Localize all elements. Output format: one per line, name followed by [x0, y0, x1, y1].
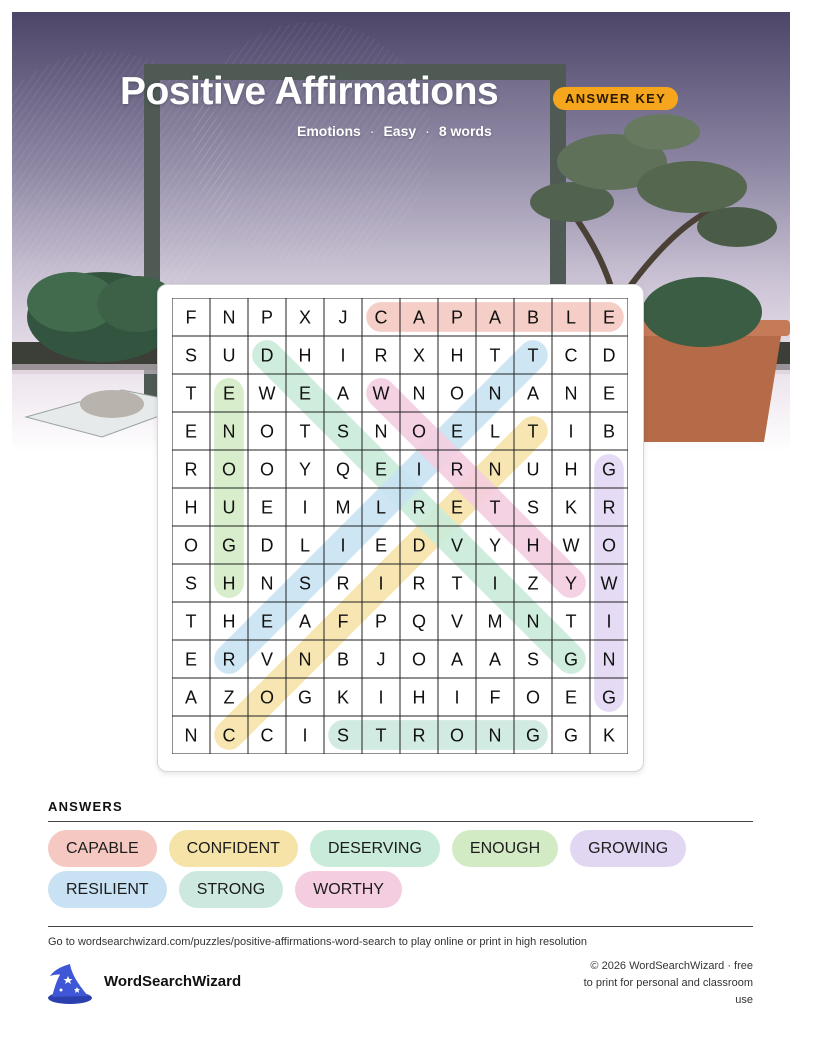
answer-chip-resilient: RESILIENT: [48, 871, 167, 908]
grid-letter[interactable]: Z: [527, 573, 539, 594]
grid-letter[interactable]: A: [488, 649, 502, 670]
grid-letter[interactable]: X: [412, 345, 426, 366]
grid-letter[interactable]: A: [526, 383, 540, 404]
grid-letter[interactable]: R: [184, 459, 198, 480]
grid-letter[interactable]: I: [568, 421, 574, 442]
answer-key-badge: ANSWER KEY: [553, 87, 678, 110]
grid-letter[interactable]: T: [489, 497, 501, 518]
grid-letter[interactable]: Q: [411, 611, 427, 632]
grid-letter[interactable]: E: [184, 421, 198, 442]
grid-letter[interactable]: A: [450, 649, 464, 670]
divider: [48, 926, 753, 927]
grid-letter[interactable]: I: [492, 573, 498, 594]
grid-letter[interactable]: V: [450, 535, 464, 556]
grid-letter[interactable]: N: [412, 383, 426, 404]
grid-letter[interactable]: E: [602, 307, 616, 328]
grid-letter[interactable]: L: [299, 535, 311, 556]
grid-letter[interactable]: H: [412, 687, 426, 708]
grid-letter[interactable]: P: [374, 611, 388, 632]
grid-letter[interactable]: Z: [223, 687, 235, 708]
brand-name[interactable]: WordSearchWizard: [104, 973, 242, 990]
grid-letter[interactable]: Q: [335, 459, 351, 480]
grid-letter[interactable]: P: [260, 307, 274, 328]
grid-letter[interactable]: L: [489, 421, 501, 442]
grid-letter[interactable]: E: [450, 421, 464, 442]
wizard-hat-icon: [46, 962, 94, 1011]
grid-letter[interactable]: B: [336, 649, 350, 670]
grid-letter[interactable]: V: [450, 611, 464, 632]
grid-letter[interactable]: K: [336, 687, 350, 708]
grid-letter[interactable]: W: [258, 383, 276, 404]
grid-letter[interactable]: T: [527, 345, 539, 366]
puzzle-meta: [297, 123, 492, 139]
grid-canvas: [172, 298, 628, 754]
grid-letter[interactable]: O: [221, 459, 237, 480]
grid-letter[interactable]: D: [260, 345, 274, 366]
grid-letter[interactable]: E: [374, 459, 388, 480]
grid-letter[interactable]: R: [336, 573, 350, 594]
grid-letter[interactable]: F: [185, 307, 197, 328]
grid-letter[interactable]: O: [411, 421, 427, 442]
grid-letter[interactable]: O: [183, 535, 199, 556]
grid-letter[interactable]: Y: [298, 459, 312, 480]
meta-separator: ·: [425, 123, 430, 139]
grid-letter[interactable]: N: [564, 383, 578, 404]
grid-letter[interactable]: C: [564, 345, 578, 366]
answer-chip-capable: CAPABLE: [48, 830, 157, 867]
grid-letter[interactable]: S: [526, 649, 540, 670]
grid-letter[interactable]: T: [489, 345, 501, 366]
grid-letter[interactable]: H: [450, 345, 464, 366]
grid-letter[interactable]: S: [184, 573, 198, 594]
grid-letter[interactable]: T: [185, 611, 197, 632]
grid-letter[interactable]: N: [526, 611, 540, 632]
grid-letter[interactable]: S: [336, 421, 350, 442]
grid-letter[interactable]: N: [222, 421, 236, 442]
grid-letter[interactable]: H: [184, 497, 198, 518]
grid-letter[interactable]: A: [184, 687, 198, 708]
grid-letter[interactable]: Y: [488, 535, 502, 556]
divider: [48, 821, 753, 822]
grid-letter[interactable]: N: [222, 307, 236, 328]
grid-letter[interactable]: R: [450, 459, 464, 480]
grid-letter[interactable]: A: [336, 383, 350, 404]
grid-letter[interactable]: G: [297, 687, 313, 708]
grid-letter[interactable]: K: [564, 497, 578, 518]
grid-letter[interactable]: T: [527, 421, 539, 442]
grid-letter[interactable]: E: [374, 535, 388, 556]
grid-letter[interactable]: J: [376, 649, 386, 670]
grid-letter[interactable]: E: [184, 649, 198, 670]
grid-letter[interactable]: O: [259, 421, 275, 442]
grid-letter[interactable]: I: [340, 345, 346, 366]
grid-letter[interactable]: C: [222, 725, 236, 746]
grid-letter[interactable]: I: [416, 459, 422, 480]
grid-letter[interactable]: A: [488, 307, 502, 328]
grid-letter[interactable]: N: [488, 725, 502, 746]
answer-chip-growing: GROWING: [570, 830, 686, 867]
grid-letter[interactable]: N: [488, 459, 502, 480]
grid-letter[interactable]: H: [222, 611, 236, 632]
grid-letter[interactable]: N: [488, 383, 502, 404]
grid-letter[interactable]: A: [412, 307, 426, 328]
answers-heading: ANSWERS: [48, 799, 123, 814]
grid-letter[interactable]: J: [338, 307, 348, 328]
grid-letter[interactable]: M: [335, 497, 351, 518]
grid-letter[interactable]: W: [372, 383, 390, 404]
grid-letter[interactable]: E: [298, 383, 312, 404]
grid-letter[interactable]: E: [260, 497, 274, 518]
grid-letter[interactable]: S: [184, 345, 198, 366]
grid-letter[interactable]: N: [602, 649, 616, 670]
answer-chip-enough: ENOUGH: [452, 830, 558, 867]
grid-letter[interactable]: U: [526, 459, 540, 480]
grid-letter[interactable]: W: [562, 535, 580, 556]
puzzle-grid: [172, 298, 628, 754]
grid-letter[interactable]: S: [526, 497, 540, 518]
answer-chip-strong: STRONG: [179, 871, 283, 908]
grid-letter[interactable]: O: [449, 383, 465, 404]
grid-letter[interactable]: E: [222, 383, 236, 404]
answer-chip-deserving: DESERVING: [310, 830, 440, 867]
grid-letter[interactable]: F: [489, 687, 501, 708]
grid-letter[interactable]: R: [412, 725, 426, 746]
grid-letter[interactable]: D: [412, 535, 426, 556]
grid-letter[interactable]: U: [222, 345, 236, 366]
grid-letter[interactable]: T: [451, 573, 463, 594]
grid-letter[interactable]: N: [298, 649, 312, 670]
grid-letter[interactable]: V: [260, 649, 274, 670]
grid-letter[interactable]: E: [602, 383, 616, 404]
grid-letter[interactable]: W: [600, 573, 618, 594]
grid-letter[interactable]: S: [298, 573, 312, 594]
grid-letter[interactable]: T: [375, 725, 387, 746]
grid-letter[interactable]: H: [222, 573, 236, 594]
grid-letter[interactable]: R: [602, 497, 616, 518]
grid-letter[interactable]: A: [298, 611, 312, 632]
grid-letter[interactable]: O: [259, 687, 275, 708]
grid-letter[interactable]: F: [337, 611, 349, 632]
grid-letter[interactable]: Y: [564, 573, 578, 594]
grid-letter[interactable]: I: [340, 535, 346, 556]
answer-list: [48, 830, 753, 908]
grid-letter[interactable]: D: [602, 345, 616, 366]
grid-letter[interactable]: I: [454, 687, 460, 708]
word-count-label: 8 words: [438, 123, 492, 139]
puzzle-title: Positive Affirmations: [120, 70, 499, 113]
grid-letter[interactable]: K: [602, 725, 616, 746]
grid-letter[interactable]: R: [222, 649, 236, 670]
footer-link[interactable]: Go to wordsearchwizard.com/puzzles/positive-affirmations-word-search to play online or print in high resolution: [48, 936, 588, 948]
grid-letter[interactable]: D: [260, 535, 274, 556]
grid-letter[interactable]: M: [487, 611, 503, 632]
copyright-text: © 2026 WordSearchWizard · free to print for personal and classroom use: [583, 960, 753, 1006]
grid-letter[interactable]: R: [412, 497, 426, 518]
grid-letter[interactable]: B: [602, 421, 616, 442]
grid-letter[interactable]: P: [450, 307, 464, 328]
grid-letter[interactable]: O: [259, 459, 275, 480]
grid-letter[interactable]: E: [260, 611, 274, 632]
grid-letter[interactable]: E: [564, 687, 578, 708]
grid-letter[interactable]: L: [375, 497, 387, 518]
category-label: Emotions: [297, 123, 361, 139]
grid-letter[interactable]: G: [601, 459, 617, 480]
grid-letter[interactable]: I: [302, 725, 308, 746]
grid-letter[interactable]: T: [299, 421, 311, 442]
grid-letter[interactable]: U: [222, 497, 236, 518]
grid-letter[interactable]: O: [601, 535, 617, 556]
grid-letter[interactable]: H: [564, 459, 578, 480]
grid-letter[interactable]: L: [565, 307, 577, 328]
grid-letter[interactable]: I: [378, 687, 384, 708]
grid-letter[interactable]: G: [563, 725, 579, 746]
grid-letter[interactable]: T: [565, 611, 577, 632]
grid-letter[interactable]: B: [526, 307, 540, 328]
difficulty-label: Easy: [383, 123, 417, 139]
grid-letter[interactable]: G: [563, 649, 579, 670]
grid-letter[interactable]: N: [260, 573, 274, 594]
grid-letter[interactable]: R: [412, 573, 426, 594]
grid-letter[interactable]: O: [525, 687, 541, 708]
grid-letter[interactable]: C: [260, 725, 274, 746]
grid-letter[interactable]: O: [411, 649, 427, 670]
grid-letter[interactable]: N: [184, 725, 198, 746]
answer-chip-confident: CONFIDENT: [169, 830, 298, 867]
grid-letter[interactable]: C: [374, 307, 388, 328]
meta-separator: ·: [369, 123, 375, 139]
grid-letter[interactable]: S: [336, 725, 350, 746]
grid-letter[interactable]: I: [302, 497, 308, 518]
grid-letter[interactable]: N: [374, 421, 388, 442]
grid-letter[interactable]: H: [526, 535, 540, 556]
grid-letter[interactable]: O: [449, 725, 465, 746]
grid-letter[interactable]: R: [374, 345, 388, 366]
grid-letter[interactable]: X: [298, 307, 312, 328]
grid-letter[interactable]: I: [378, 573, 384, 594]
grid-letter[interactable]: T: [185, 383, 197, 404]
answer-chip-worthy: WORTHY: [295, 871, 402, 908]
grid-letter[interactable]: I: [606, 611, 612, 632]
grid-letter[interactable]: G: [221, 535, 237, 556]
grid-letter[interactable]: E: [450, 497, 464, 518]
grid-letter[interactable]: G: [525, 725, 541, 746]
grid-letter[interactable]: H: [298, 345, 312, 366]
grid-letter[interactable]: G: [601, 687, 617, 708]
